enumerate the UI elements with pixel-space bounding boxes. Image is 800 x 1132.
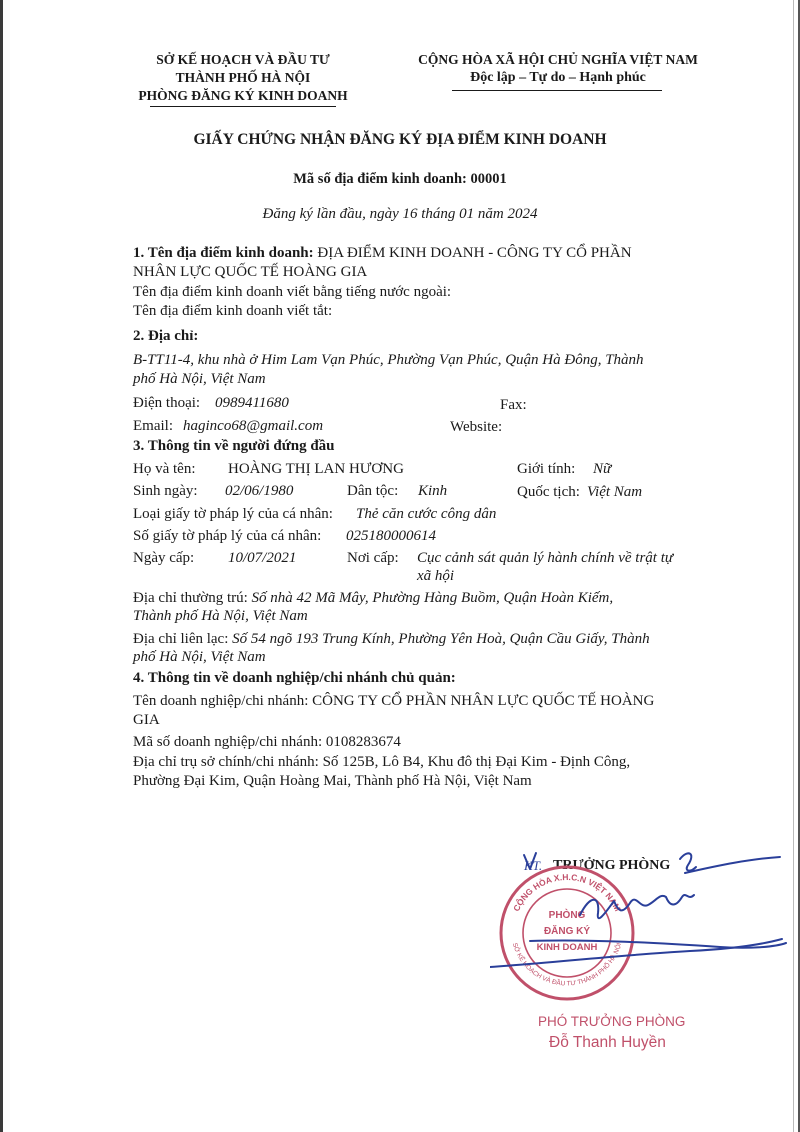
scan-edge-right-inner [793, 0, 794, 1132]
section4-company-line1 [133, 693, 654, 710]
section4-hq-value1: Số 125B, Lô B4, Khu đô thị Đại Kim - Định Công, [322, 754, 631, 770]
section3-contact-address-value1: Số 54 ngõ 193 Trung Kính, Phường Yên Hoà, Quận Cầu Giấy, Thành [232, 631, 650, 647]
section3-name-label: Họ và tên: [133, 461, 196, 477]
section1-short-name-label: Tên địa điểm kinh doanh viết tắt: [133, 303, 333, 319]
section3-doc-type-value: Thẻ căn cước công dân [356, 506, 497, 522]
header-left-line1: SỞ KẾ HOẠCH VÀ ĐẦU TƯ [156, 52, 330, 67]
section3-ethnic-value: Kinh [418, 483, 448, 499]
header-right-line1: CỘNG HÒA XÃ HỘI CHỦ NGHĨA VIỆT NAM [418, 52, 698, 67]
section2-fax-label: Fax: [500, 397, 527, 413]
signature-kt-mark: KT. [524, 858, 543, 873]
header-right-underline [452, 90, 662, 91]
section3-contact-address-label: Địa chỉ liên lạc: [133, 631, 229, 647]
section2-address-line2: phố Hà Nội, Việt Nam [133, 371, 266, 387]
deputy-title: PHÓ TRƯỞNG PHÒNG [538, 1014, 686, 1029]
section3-gender-label: Giới tính: [517, 461, 576, 477]
section3-dob-label: Sinh ngày: [133, 483, 198, 499]
section3-doc-no-value: 025180000614 [346, 528, 436, 544]
seal-ring-text-top: CỘNG HÒA X.H.C.N VIỆT NAM [511, 871, 623, 913]
handwritten-signature [490, 835, 790, 995]
section2-phone-value: 0989411680 [215, 395, 289, 411]
section4-hq-label: Địa chỉ trụ sở chính/chi nhánh: [133, 754, 319, 770]
section4-company-value2: GIA [133, 712, 160, 728]
section3-permanent-address-label: Địa chỉ thường trú: [133, 590, 248, 606]
section4-company-value1: CÔNG TY CỔ PHẦN NHÂN LỰC QUỐC TẾ HOÀNG [312, 693, 655, 709]
section2-email-label: Email: [133, 418, 173, 434]
section2-address-line1: B-TT11-4, khu nhà ở Him Lam Vạn Phúc, Phường Vạn Phúc, Quận Hà Đông, Thành [133, 352, 644, 368]
section3-nationality-label: Quốc tịch: [517, 484, 580, 500]
section1-foreign-name-label: Tên địa điểm kinh doanh viết bằng tiếng nước ngoài: [133, 284, 452, 300]
section4-code-line [133, 734, 401, 751]
section4-company-label: Tên doanh nghiệp/chi nhánh: [133, 693, 309, 709]
section2-heading: 2. Địa chỉ: [133, 328, 199, 344]
section2-email-value: haginco68@gmail.com [183, 418, 324, 434]
registration-date: Đăng ký lần đầu, ngày 16 tháng 01 năm 2024 [262, 206, 538, 222]
seal-center-line3: KINH DOANH [536, 942, 598, 953]
section3-issue-place-label: Nơi cấp: [347, 550, 399, 566]
header-right-line2: Độc lập – Tự do – Hạnh phúc [470, 70, 646, 85]
section3-gender-value: Nữ [593, 461, 612, 477]
business-location-code: Mã số địa điểm kinh doanh: 00001 [293, 171, 507, 187]
section3-permanent-address-value1: Số nhà 42 Mã Mây, Phường Hàng Buồm, Quận Hoàn Kiếm, [251, 590, 614, 606]
scan-edge-left [0, 0, 3, 1132]
section3-permanent-address-value2: Thành phố Hà Nội, Việt Nam [133, 608, 308, 624]
section3-issue-date-value: 10/07/2021 [228, 550, 297, 566]
header-left-line3: PHÒNG ĐĂNG KÝ KINH DOANH [138, 88, 348, 103]
section3-ethnic-label: Dân tộc: [347, 483, 399, 499]
section3-permanent-address-line1 [133, 590, 613, 607]
section3-name-value: HOÀNG THỊ LAN HƯƠNG [228, 461, 404, 477]
section3-dob-value: 02/06/1980 [225, 483, 294, 499]
section2-website-label: Website: [450, 419, 503, 435]
section4-hq-value2: Phường Đại Kim, Quận Hoàng Mai, Thành phố Hà Nội, Việt Nam [133, 773, 532, 789]
section1-name-value2: NHÂN LỰC QUỐC TẾ HOÀNG GIA [133, 264, 368, 280]
section4-hq-line1 [133, 754, 630, 771]
section3-contact-address-value2: phố Hà Nội, Việt Nam [133, 649, 266, 665]
section4-code-label: Mã số doanh nghiệp/chi nhánh: [133, 734, 323, 750]
page-title: GIẤY CHỨNG NHẬN ĐĂNG KÝ ĐỊA ĐIỂM KINH DOANH [193, 131, 607, 148]
section1-name-value1: ĐỊA ĐIỂM KINH DOANH - CÔNG TY CỔ PHẦN [317, 245, 632, 261]
seal-ring-text-bottom: SỞ KẾ HOẠCH VÀ ĐẦU TƯ THÀNH PHỐ HÀ NỘI [510, 942, 624, 988]
section3-issue-date-label: Ngày cấp: [133, 550, 195, 566]
section3-contact-address-line1 [133, 631, 650, 648]
signer-name: Đỗ Thanh Huyền [549, 1034, 666, 1051]
header-left-underline [150, 106, 336, 107]
header-left-line2: THÀNH PHỐ HÀ NỘI [175, 70, 311, 85]
section3-heading: 3. Thông tin về người đứng đầu [133, 438, 335, 454]
signature-title: TRƯỞNG PHÒNG [553, 858, 671, 873]
seal-center-line2: ĐĂNG KÝ [543, 926, 591, 937]
section3-issue-place-line1: Cục cảnh sát quản lý hành chính về trật tự [417, 550, 674, 566]
section1-heading: 1. Tên địa điểm kinh doanh: [133, 245, 314, 261]
section4-code-value: 0108283674 [325, 734, 401, 750]
section3-nationality-value: Việt Nam [587, 484, 643, 500]
seal-center-line1: PHÒNG [548, 910, 586, 921]
section3-issue-place-line2: xã hội [417, 568, 455, 584]
section4-heading: 4. Thông tin về doanh nghiệp/chi nhánh chủ quản: [133, 670, 456, 686]
section1-name-line1 [133, 245, 632, 262]
section3-doc-type-label: Loại giấy tờ pháp lý của cá nhân: [133, 506, 333, 522]
section3-doc-no-label: Số giấy tờ pháp lý của cá nhân: [133, 528, 322, 544]
section2-phone-label: Điện thoại: [133, 395, 201, 411]
